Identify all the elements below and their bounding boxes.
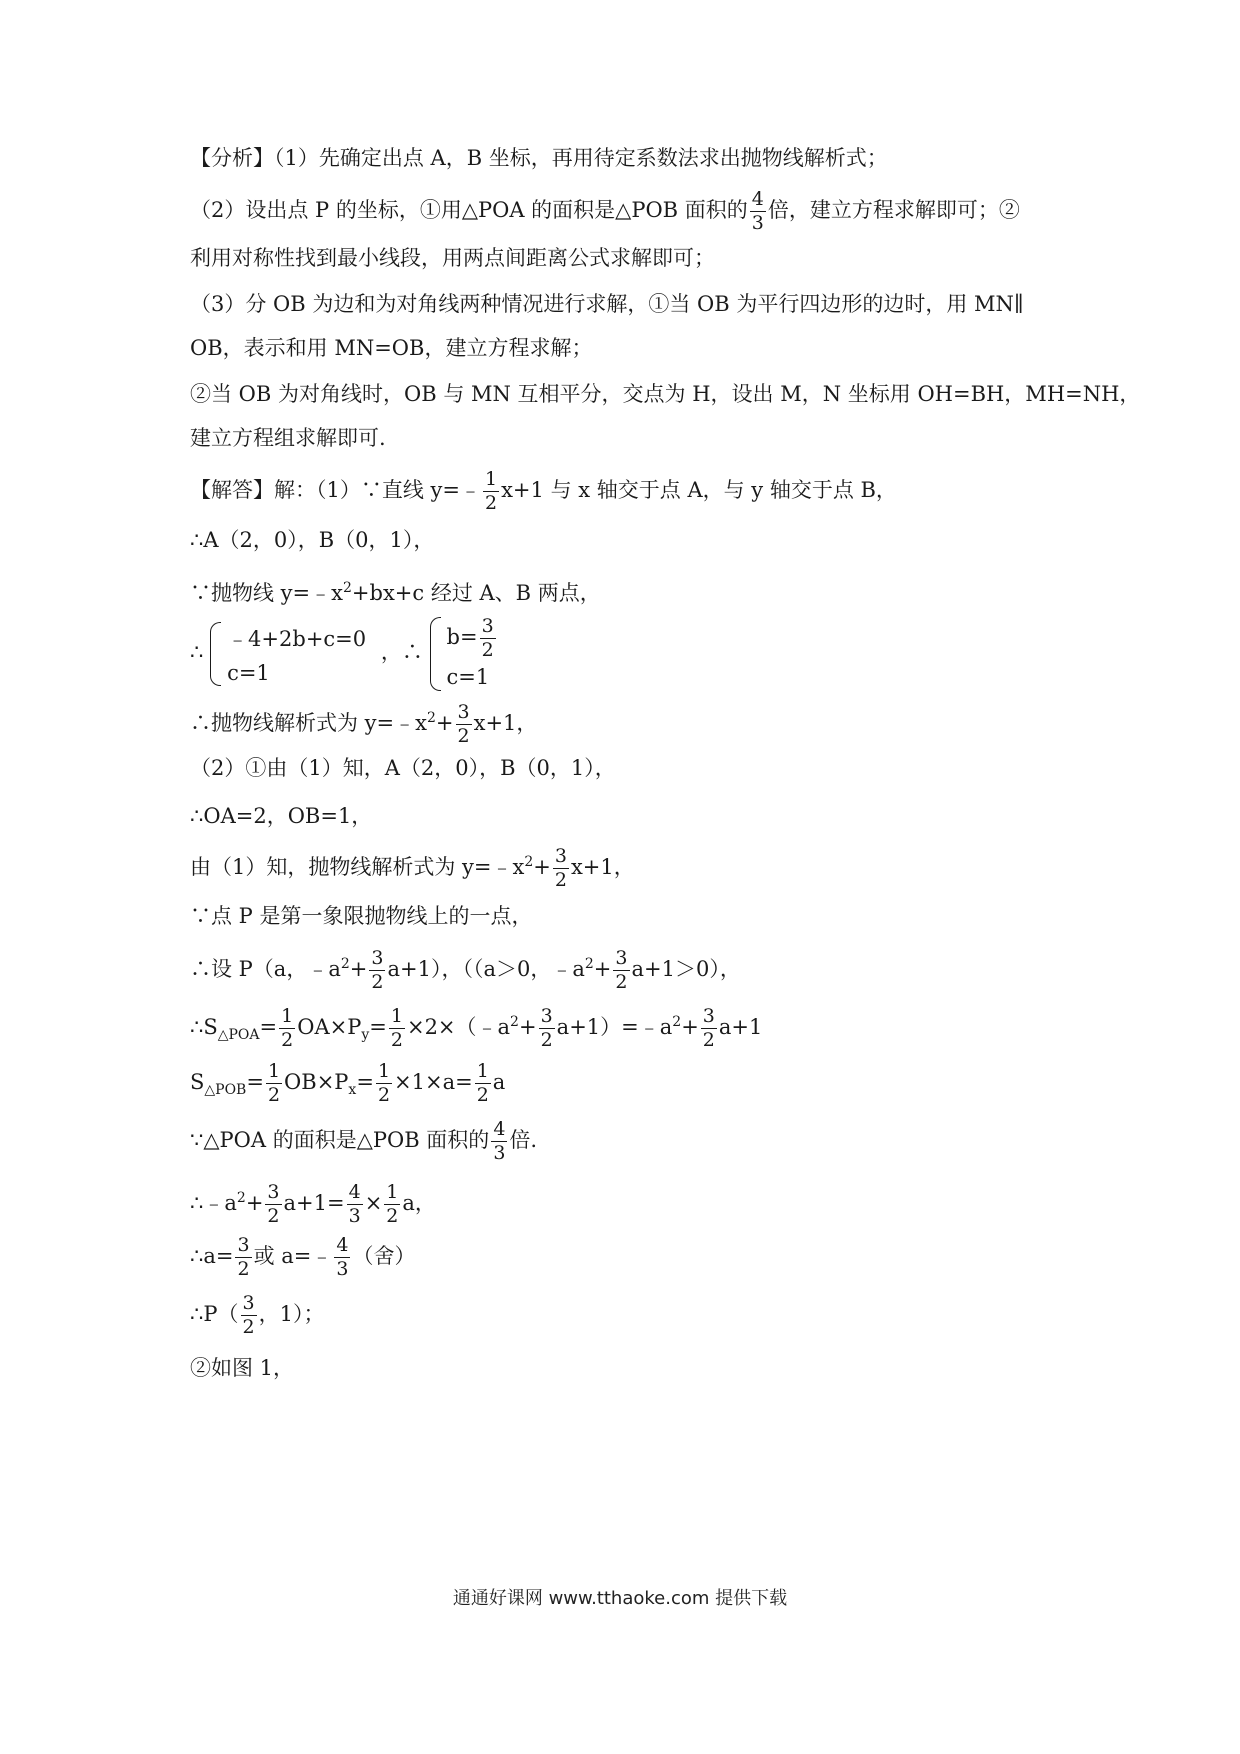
fraction: $\frac{3}{2}$ [540,1005,553,1051]
solution-line-9: ∵点 P 是第一象限抛物线上的一点， [190,904,533,928]
analysis-line-3: 利用对称性找到最小线段，用两点间距离公式求解即可； [190,246,715,270]
solution-line-2: ∴A（2，0），B（0，1）， [190,528,435,552]
fraction: $\frac{1}{2}$ [267,1060,281,1106]
page-footer: 通通好课网 www.tthaoke.com 提供下载 [452,1588,788,1609]
solution-line-1: 【解答】解：（1）∵直线 y=﹣ $\frac{1}{2}$ x+1 与 x 轴交于点 A，与 y 轴交于点 B， [190,468,897,514]
equation-system-2: b= $\frac{3}{2}$ c=1 [430,617,498,691]
fraction: $\frac{3}{2}$ [554,845,567,891]
fraction: $\frac{3}{2}$ [702,1005,715,1051]
solution-line-6: （2）①由（1）知，A（2，0），B（0，1）， [190,756,616,780]
solution-line-8: 由（1）知，抛物线解析式为 $y=﹣x^2+$ $\frac{3}{2}$ x+1， [190,845,635,891]
analysis-line-2: （2）设出点 P 的坐标，①用△POA 的面积是△POB 面积的 $\frac{4}{3}$ 倍，建立方程求解即可；② [190,188,1020,234]
analysis-line-7: 建立方程组求解即可. [190,426,386,450]
fraction: $\frac{3}{2}$ [237,1234,250,1280]
solution-line-12: $S_{\triangle POB}=$ $\frac{1}{2}$ $OB\times P_x=$ $\frac{1}{2}$ ×1×a= $\frac{1}{2}$ a [190,1060,506,1106]
analysis-line-5: OB，表示和用 MN=OB，建立方程求解； [190,336,593,360]
analysis-line-1: 【分析】（1）先确定出点 A，B 坐标，再用待定系数法求出抛物线解析式； [190,146,888,170]
brace-icon [430,617,441,691]
solution-line-14: $\therefore﹣a^2+$ $\frac{3}{2}$ a+1= $\frac{4}{3}$ × $\frac{1}{2}$ a， [190,1181,436,1227]
fraction: $\frac{3}{2}$ [615,947,628,993]
fraction: $\frac{4}{3}$ [751,188,764,234]
fraction: $\frac{3}{2}$ [481,614,494,661]
fraction: $\frac{3}{2}$ [242,1292,255,1338]
fraction: $\frac{1}{2}$ [476,1060,489,1106]
equation-system-1: ﹣4+2b+c=0 c=1 [210,622,366,686]
analysis-line-4: （3）分 OB 为边和为对角线两种情况进行求解，①当 OB 为平行四边形的边时，用 MN∥ [190,292,1024,316]
fraction: $\frac{1}{2}$ [386,1181,399,1227]
fraction: $\frac{4}{3}$ [348,1181,361,1227]
solution-line-3: ∵抛物线 $y=﹣x^2+bx+c$ 经过 A、B 两点， [190,580,601,605]
solution-line-17: ②如图 1， [190,1356,295,1380]
fraction: $\frac{1}{2}$ [281,1005,294,1051]
solution-line-11: $\therefore S_{\triangle POA}=$ $\frac{1}{2}$ $OA\times P_y=$ $\frac{1}{2}$ $\times 2\times(﹣a^2+$ $\frac{3}{2}$ $a+1)=﹣a^2+$ $\frac{3}{2}$ a+1 [190,1005,763,1051]
solution-line-16: ∴P（ $\frac{3}{2}$ ，1）； [190,1292,325,1338]
solution-line-15: ∴a= $\frac{3}{2}$ 或 a=﹣ $\frac{4}{3}$ （舍） [190,1234,416,1280]
fraction: $\frac{4}{3}$ [336,1234,349,1280]
solution-line-7: ∴OA=2，OB=1， [190,804,373,828]
solution-line-10: ∴设 P（a，$﹣a^2+$ $\frac{3}{2}$ a+1），（（a＞0，$﹣a^2+$ $\frac{3}{2}$ a+1＞0）， [190,947,741,993]
fraction: $\frac{1}{2}$ [390,1005,403,1051]
equation-systems: ∴ ﹣4+2b+c=0 c=1 ，∴ b= $\frac{3}{2}$ c=1 [190,612,1070,692]
fraction: $\frac{3}{2}$ [267,1181,280,1227]
fraction: $\frac{4}{3}$ [493,1118,506,1164]
analysis-line-6: ②当 OB 为对角线时，OB 与 MN 互相平分，交点为 H，设出 M，N 坐标用 OH=BH，MH=NH， [190,382,1141,406]
brace-icon [210,622,221,686]
solution-line-13: ∵△POA 的面积是△POB 面积的 $\frac{4}{3}$ 倍. [190,1118,538,1164]
fraction: $\frac{1}{2}$ [377,1060,391,1106]
fraction: $\frac{1}{2}$ [485,468,498,514]
solution-line-5: ∴抛物线解析式为 $y=﹣x^2+$ $\frac{3}{2}$ x+1， [190,701,538,747]
fraction: $\frac{3}{2}$ [457,701,470,747]
fraction: $\frac{3}{2}$ [371,947,384,993]
